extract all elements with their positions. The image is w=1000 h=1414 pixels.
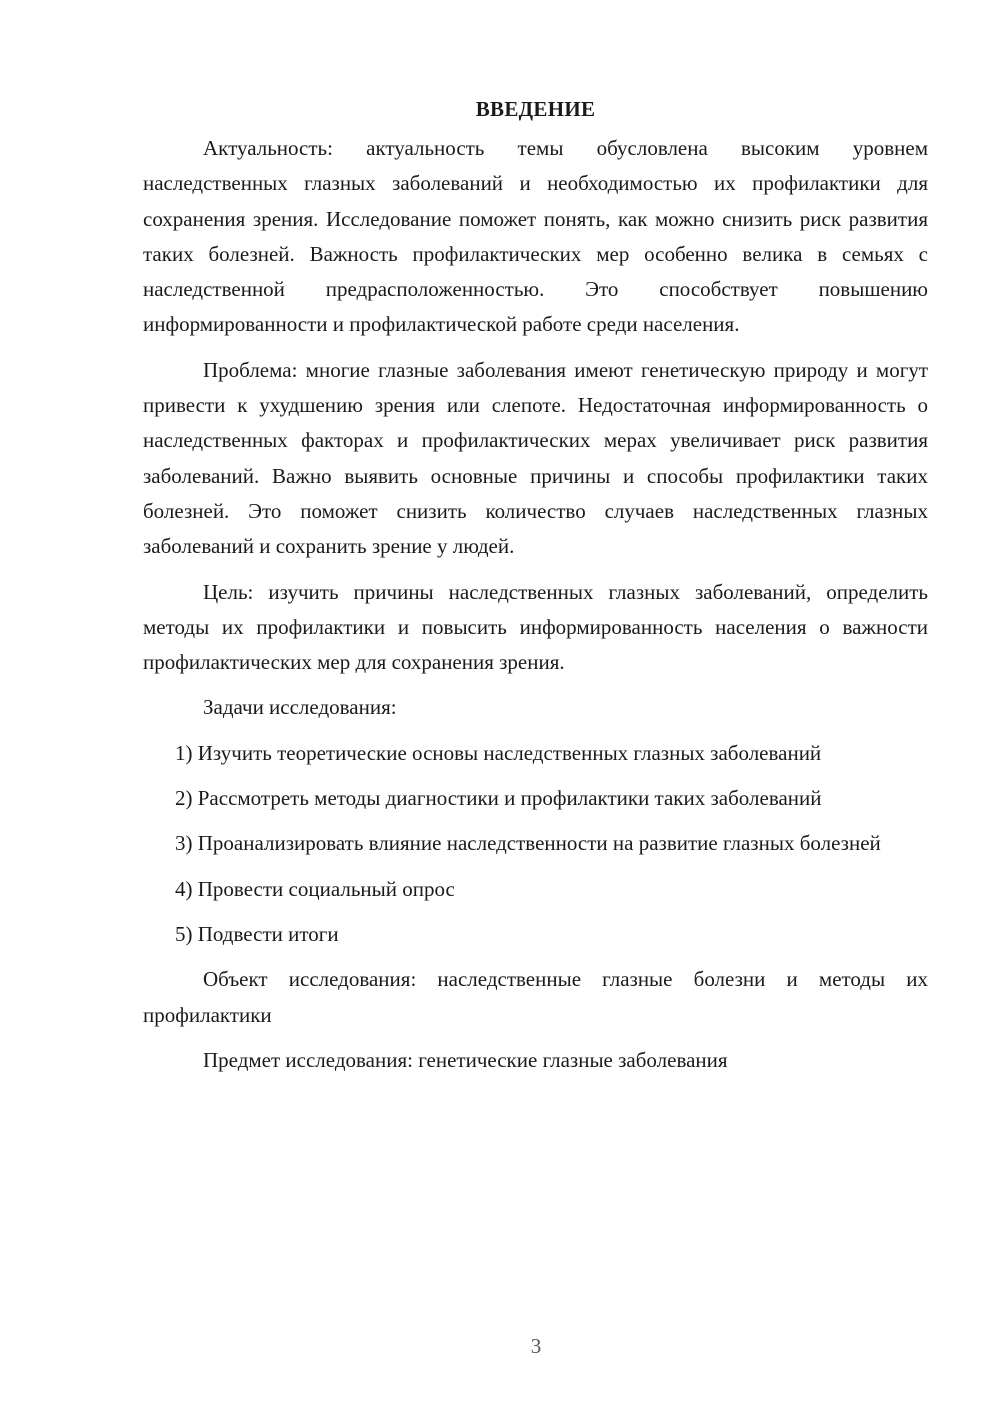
relevance-paragraph: Актуальность: актуальность темы обусловлена высоким уровнем наследственных глазных заболеваний и необходимостью их профилактики для сохранения зрения. Исследование поможет понять, как можно снизить риск развития таких болезней. Важность профилактических мер особенно велика в семьях с наследственной предрасположенностью. Это способствует повышению информированности и профилактической работе среди населения. — [143, 136, 928, 337]
object-paragraph: Объект исследования: наследственные глазные болезни и методы их профилактики — [143, 967, 928, 1027]
subject-paragraph: Предмет исследования: генетические глазные заболевания — [203, 1047, 728, 1072]
list-item: 5) Подвести итоги — [175, 921, 339, 946]
list-item: 3) Проанализировать влияние наследственности на развитие глазных болезней — [175, 831, 881, 856]
tasks-list — [143, 736, 928, 952]
list-item: 1) Изучить теоретические основы наследственных глазных заболеваний — [175, 740, 822, 765]
document-page — [143, 92, 928, 1088]
problem-paragraph: Проблема: многие глазные заболевания имеют генетическую природу и могут привести к ухудшению зрения или слепоте. Недостаточная информированность о наследственных факторах и профилактических мерах увеличивает риск развития заболеваний. Важно выявить основные причины и способы профилактики таких болезней. Это поможет снизить количество случаев наследственных глазных заболеваний и сохранить зрение у людей. — [143, 357, 928, 559]
goal-paragraph: Цель: изучить причины наследственных глазных заболеваний, определить методы их профилактики и повысить информированность населения о важности профилактических мер для сохранения зрения. — [143, 579, 928, 675]
list-item: 4) Провести социальный опрос — [175, 876, 455, 901]
list-item: 2) Рассмотреть методы диагностики и профилактики таких заболеваний — [175, 786, 822, 811]
tasks-heading: Задачи исследования: — [203, 695, 397, 720]
section-title: ВВЕДЕНИЕ — [475, 97, 596, 121]
page-number: 3 — [530, 1334, 542, 1358]
